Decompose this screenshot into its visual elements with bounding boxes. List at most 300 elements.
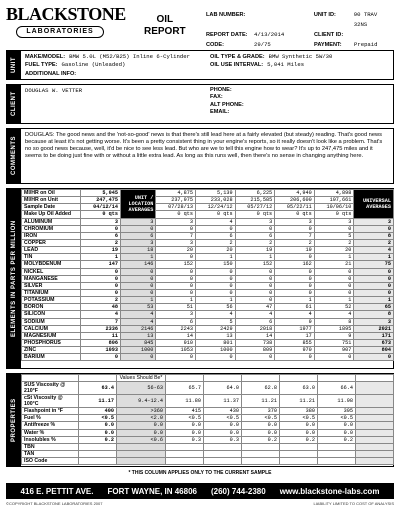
- element-history-value: 20: [196, 247, 236, 254]
- element-current-value: 0: [81, 282, 121, 289]
- property-history-value: 430: [204, 408, 242, 415]
- element-current-value: 48: [81, 304, 121, 311]
- element-history-value: 751: [314, 339, 354, 346]
- property-history-value: <0.5: [280, 415, 318, 422]
- element-name: BORON: [22, 304, 81, 311]
- element-unit-average: 1: [120, 297, 155, 304]
- header-history-value: 4,875: [156, 190, 196, 197]
- element-name: MAGNESIUM: [22, 332, 81, 339]
- element-history-value: 2429: [196, 325, 236, 332]
- element-row: [22, 289, 394, 296]
- element-history-value: 52: [314, 304, 354, 311]
- element-history-value: 0: [156, 268, 196, 275]
- element-history-value: 0: [235, 289, 275, 296]
- property-history-value: [242, 458, 280, 465]
- property-universal-blank: [356, 415, 394, 422]
- element-history-value: 0: [275, 282, 315, 289]
- property-history-value: [318, 443, 356, 450]
- element-history-value: 1: [196, 254, 236, 261]
- element-history-value: 3: [156, 218, 196, 225]
- element-history-value: 0: [235, 282, 275, 289]
- element-history-value: 0: [235, 225, 275, 232]
- element-name: CALCIUM: [22, 325, 81, 332]
- header-history-value: 237,975: [156, 197, 196, 204]
- client-id-label: CLIENT ID:: [314, 32, 344, 38]
- element-unit-average: 0: [120, 225, 155, 232]
- element-history-value: 0: [196, 282, 236, 289]
- property-current-value: [79, 450, 117, 457]
- logo-brand: BLACKSTONE: [6, 4, 126, 24]
- header-history-value: 0 qts: [196, 211, 236, 218]
- element-history-value: 0: [196, 275, 236, 282]
- element-name: MOLYBDENUM: [22, 261, 81, 268]
- element-history-value: 4: [275, 311, 315, 318]
- element-history-value: 1000: [196, 347, 236, 354]
- element-current-value: 2: [81, 297, 121, 304]
- fuel-type-label: FUEL TYPE:: [25, 62, 58, 69]
- property-current-value: [79, 458, 117, 465]
- element-row: [22, 297, 394, 304]
- header-history-value: 6,225: [235, 190, 275, 197]
- element-history-value: 0: [275, 354, 315, 361]
- property-history-value: [204, 443, 242, 450]
- property-row: [22, 458, 394, 465]
- property-universal-blank: [356, 422, 394, 429]
- property-row: [22, 443, 394, 450]
- property-should-be: <0.6: [117, 436, 166, 443]
- element-history-value: 6: [196, 232, 236, 239]
- element-current-value: 2336: [81, 325, 121, 332]
- element-history-value: 0: [196, 225, 236, 232]
- element-universal-average: 0: [354, 268, 394, 275]
- property-name: Water %: [22, 429, 79, 436]
- element-universal-average: 65: [354, 304, 394, 311]
- unit-side-label: UNIT: [7, 51, 21, 79]
- element-row: [22, 304, 394, 311]
- element-unit-average: 146: [120, 261, 155, 268]
- property-universal-blank: [356, 408, 394, 415]
- element-history-value: 3: [275, 218, 315, 225]
- element-history-value: 1: [196, 297, 236, 304]
- element-history-value: 1: [275, 297, 315, 304]
- element-history-value: 2: [275, 239, 315, 246]
- property-row: [22, 382, 394, 395]
- oil-interval-value: 5,041 Miles: [267, 61, 305, 69]
- element-history-value: 0: [275, 254, 315, 261]
- element-history-value: 1: [235, 254, 275, 261]
- elements-header-row: [22, 190, 394, 197]
- properties-blank-cell: [242, 375, 280, 382]
- property-history-value: [242, 450, 280, 457]
- element-history-value: 855: [275, 339, 315, 346]
- element-history-value: 970: [275, 347, 315, 354]
- property-universal-blank: [356, 436, 394, 443]
- element-history-value: 51: [156, 304, 196, 311]
- element-row: [22, 318, 394, 325]
- element-history-value: 17: [275, 332, 315, 339]
- element-unit-average: 2146: [120, 325, 155, 332]
- element-row: [22, 218, 394, 225]
- element-history-value: 0: [314, 268, 354, 275]
- header-row-label: MI/HR on Oil: [22, 190, 81, 197]
- element-history-value: 3: [314, 218, 354, 225]
- element-history-value: 0: [156, 354, 196, 361]
- client-name: DOUGLAS W. VETTER: [25, 87, 83, 94]
- property-current-value: 400: [79, 408, 117, 415]
- make-model-label: MAKE/MODEL:: [25, 54, 66, 60]
- property-should-be: [117, 443, 166, 450]
- element-name: ALUMINUM: [22, 218, 81, 225]
- property-history-value: 0.2: [242, 436, 280, 443]
- element-current-value: 19: [81, 247, 121, 254]
- properties-table: [21, 374, 394, 465]
- property-history-value: [318, 450, 356, 457]
- property-history-value: [166, 458, 204, 465]
- properties-blank-cell: [166, 375, 204, 382]
- report-meta: [206, 10, 394, 50]
- values-should-be-header: Values Should Be*: [117, 375, 166, 382]
- element-universal-average: 75: [354, 261, 394, 268]
- element-current-value: 1093: [81, 347, 121, 354]
- element-row: [22, 268, 394, 275]
- comments-side-label: COMMENTS: [7, 129, 21, 183]
- property-history-value: 11.80: [166, 395, 204, 408]
- elements-header-row: [22, 197, 394, 204]
- alt-phone-label: ALT PHONE:: [210, 101, 244, 108]
- unit-id-label: UNIT ID:: [313, 12, 336, 18]
- element-name: POTASSIUM: [22, 297, 81, 304]
- element-current-value: 806: [81, 339, 121, 346]
- element-universal-average: 1: [354, 254, 394, 261]
- logo-subtitle: LABORATORIES: [16, 26, 104, 38]
- report-title-line2: REPORT: [144, 26, 186, 37]
- element-row: [22, 354, 394, 361]
- property-should-be: 0.0: [117, 422, 166, 429]
- element-universal-average: 171: [354, 332, 394, 339]
- email-label: EMAIL:: [210, 109, 230, 116]
- property-history-value: 0.0: [242, 429, 280, 436]
- property-history-value: 395: [318, 408, 356, 415]
- header-history-value: 0 qts: [235, 211, 275, 218]
- element-name: ZINC: [22, 347, 81, 354]
- element-unit-average: 0: [120, 282, 155, 289]
- element-history-value: 0: [314, 225, 354, 232]
- property-name: Antifreeze %: [22, 422, 79, 429]
- oil-type-value: BMW Synthetic 5W/30: [268, 53, 333, 60]
- element-history-value: 152: [156, 261, 196, 268]
- property-universal-blank: [356, 395, 394, 408]
- property-history-value: 62.8: [242, 382, 280, 395]
- element-current-value: 147: [81, 261, 121, 268]
- element-current-value: 0: [81, 354, 121, 361]
- element-history-value: 0: [156, 282, 196, 289]
- element-unit-average: 845: [120, 339, 155, 346]
- element-universal-average: 2: [354, 239, 394, 246]
- element-unit-average: 3: [120, 218, 155, 225]
- header-history-value: 206,600: [275, 197, 315, 204]
- element-name: NICKEL: [22, 268, 81, 275]
- element-history-value: 2: [235, 239, 275, 246]
- header-history-value: 4,940: [275, 190, 315, 197]
- comments-section: [6, 128, 394, 184]
- element-unit-average: 0: [120, 354, 155, 361]
- element-history-value: 0: [314, 275, 354, 282]
- element-universal-average: 3: [354, 318, 394, 325]
- element-universal-average: 0: [354, 289, 394, 296]
- element-universal-average: 4: [354, 247, 394, 254]
- property-history-value: 64.0: [204, 382, 242, 395]
- element-history-value: 14: [235, 332, 275, 339]
- property-universal-blank: [356, 429, 394, 436]
- element-name: SODIUM: [22, 318, 81, 325]
- element-history-value: 0: [314, 289, 354, 296]
- header-current-value: 04/12/14: [81, 204, 121, 211]
- property-row: [22, 395, 394, 408]
- element-universal-average: 0: [354, 225, 394, 232]
- element-current-value: 2: [81, 239, 121, 246]
- property-history-value: [280, 458, 318, 465]
- property-name: TBN: [22, 443, 79, 450]
- header-history-value: 05/27/12: [235, 204, 275, 211]
- element-history-value: 150: [196, 261, 236, 268]
- element-history-value: 6: [235, 318, 275, 325]
- element-history-value: 907: [314, 347, 354, 354]
- phone-label: PHONE:: [210, 87, 232, 93]
- element-history-value: 0: [314, 354, 354, 361]
- element-history-value: 0: [196, 289, 236, 296]
- report-header: [6, 4, 394, 48]
- element-universal-average: 673: [354, 339, 394, 346]
- property-universal-blank: [356, 458, 394, 465]
- property-history-value: [318, 458, 356, 465]
- fuel-type-value: Gasoline (Unleaded): [61, 61, 126, 69]
- element-unit-average: 6: [120, 232, 155, 239]
- element-history-value: 1: [314, 297, 354, 304]
- property-universal-blank: [356, 450, 394, 457]
- element-current-value: 0: [81, 289, 121, 296]
- element-history-value: 1: [156, 297, 196, 304]
- element-universal-average: 804: [354, 347, 394, 354]
- property-universal-blank: [356, 382, 394, 395]
- property-history-value: <0.5: [204, 415, 242, 422]
- element-unit-average: 0: [120, 275, 155, 282]
- element-history-value: 20: [314, 247, 354, 254]
- property-history-value: 65.7: [166, 382, 204, 395]
- element-universal-average: 3: [354, 218, 394, 225]
- property-current-value: 0.0: [79, 429, 117, 436]
- element-current-value: 0: [81, 268, 121, 275]
- element-row: [22, 232, 394, 239]
- properties-blank-cell: [280, 375, 318, 382]
- header-row-label: Make Up Oil Added: [22, 211, 81, 218]
- element-unit-average: 18: [120, 247, 155, 254]
- element-history-value: 2: [196, 239, 236, 246]
- property-universal-blank: [356, 443, 394, 450]
- element-history-value: 1053: [156, 347, 196, 354]
- additional-info-label: ADDITIONAL INFO:: [25, 70, 77, 77]
- element-history-value: 0: [235, 297, 275, 304]
- element-universal-average: 0: [354, 282, 394, 289]
- element-unit-average: 1000: [120, 347, 155, 354]
- property-name: SUS Viscosity @ 210°F: [22, 382, 79, 395]
- unit-location-averages-header: UNIT / LOCATION AVERAGES: [120, 190, 155, 219]
- element-history-value: 6: [235, 232, 275, 239]
- property-history-value: [204, 458, 242, 465]
- element-history-value: 0: [275, 225, 315, 232]
- element-row: [22, 332, 394, 339]
- property-history-value: 415: [166, 408, 204, 415]
- property-name: TAN: [22, 450, 79, 457]
- properties-blank-cell: [79, 375, 117, 382]
- element-current-value: 4: [81, 311, 121, 318]
- property-should-be: 0.0: [117, 429, 166, 436]
- element-current-value: 6: [81, 232, 121, 239]
- property-history-value: 0.3: [204, 436, 242, 443]
- property-should-be: >360: [117, 408, 166, 415]
- element-history-value: 9: [314, 332, 354, 339]
- element-name: BARIUM: [22, 354, 81, 361]
- header-current-value: 5,045: [81, 190, 121, 197]
- header-history-value: 5,139: [196, 190, 236, 197]
- element-history-value: 0: [196, 354, 236, 361]
- property-history-value: 0.0: [280, 429, 318, 436]
- property-history-value: 11.21: [280, 395, 318, 408]
- property-row: [22, 450, 394, 457]
- property-should-be: 56-63: [117, 382, 166, 395]
- element-name: LEAD: [22, 247, 81, 254]
- header-row-label: Sample Date: [22, 204, 81, 211]
- elements-side-label: ELEMENTS IN PARTS PER MILLION: [7, 189, 21, 368]
- element-history-value: 0: [275, 268, 315, 275]
- element-name: MANGANESE: [22, 275, 81, 282]
- element-unit-average: 4: [120, 311, 155, 318]
- element-current-value: 11: [81, 332, 121, 339]
- element-unit-average: 4: [120, 318, 155, 325]
- property-history-value: 0.0: [318, 422, 356, 429]
- header-history-value: 10/06/10: [314, 204, 354, 211]
- payment-label: PAYMENT:: [314, 42, 342, 48]
- element-history-value: 7: [156, 232, 196, 239]
- property-current-value: 0.0: [79, 422, 117, 429]
- property-row: [22, 436, 394, 443]
- property-history-value: 66.4: [318, 382, 356, 395]
- header-history-value: 07/28/13: [156, 204, 196, 211]
- code-label: CODE:: [206, 42, 225, 48]
- property-history-value: [242, 443, 280, 450]
- element-name: TITANIUM: [22, 289, 81, 296]
- property-should-be: [117, 450, 166, 457]
- element-history-value: 61: [275, 304, 315, 311]
- elements-header-row: [22, 211, 394, 218]
- property-history-value: [280, 450, 318, 457]
- code-value: 29/75: [254, 41, 271, 48]
- address-phone: (260) 744-2380: [210, 486, 266, 496]
- property-history-value: 0.3: [166, 436, 204, 443]
- properties-blank-cell: [318, 375, 356, 382]
- element-current-value: 0: [81, 275, 121, 282]
- property-history-value: 0.0: [204, 422, 242, 429]
- header-history-value: 215,585: [235, 197, 275, 204]
- element-row: [22, 261, 394, 268]
- element-universal-average: 8: [354, 311, 394, 318]
- element-history-value: 5: [196, 318, 236, 325]
- element-history-value: 0: [196, 268, 236, 275]
- header-history-value: 233,028: [196, 197, 236, 204]
- element-history-value: 2243: [156, 325, 196, 332]
- elements-header-row: [22, 204, 394, 211]
- properties-blank-cell: [204, 375, 242, 382]
- element-universal-average: 0: [354, 354, 394, 361]
- element-history-value: 3: [156, 239, 196, 246]
- element-history-value: 13: [196, 332, 236, 339]
- element-history-value: 8: [314, 318, 354, 325]
- element-row: [22, 311, 394, 318]
- element-history-value: 738: [235, 339, 275, 346]
- header-current-value: 0 qts: [81, 211, 121, 218]
- unit-section: [6, 50, 394, 80]
- element-row: [22, 282, 394, 289]
- footer-note: * THIS COLUMN APPLIES ONLY TO THE CURRENT SAMPLE: [128, 470, 272, 476]
- element-history-value: 0: [235, 275, 275, 282]
- header-row-label: MI/HR on Unit: [22, 197, 81, 204]
- element-history-value: 4: [196, 218, 236, 225]
- element-name: PHOSPHORUS: [22, 339, 81, 346]
- properties-section: [6, 373, 394, 467]
- element-row: [22, 325, 394, 332]
- blackstone-logo: [6, 4, 126, 44]
- element-history-value: 2: [314, 239, 354, 246]
- element-history-value: 910: [156, 339, 196, 346]
- website-link[interactable]: www.blackstone-labs.com: [279, 486, 380, 496]
- element-history-value: 19: [235, 247, 275, 254]
- property-history-value: 11.98: [318, 395, 356, 408]
- header-history-value: 05/22/11: [275, 204, 315, 211]
- property-history-value: 0.2: [280, 436, 318, 443]
- report-title: [144, 14, 186, 38]
- header-history-value: 197,661: [314, 197, 354, 204]
- property-current-value: 63.4: [79, 382, 117, 395]
- element-row: [22, 247, 394, 254]
- property-history-value: 0.0: [318, 429, 356, 436]
- element-current-value: 3: [81, 218, 121, 225]
- property-history-value: 380: [280, 408, 318, 415]
- property-history-value: <0.5: [318, 415, 356, 422]
- element-unit-average: 0: [120, 289, 155, 296]
- element-history-value: 47: [235, 304, 275, 311]
- element-history-value: 2018: [235, 325, 275, 332]
- fax-label: FAX:: [210, 94, 223, 101]
- property-history-value: <0.5: [242, 415, 280, 422]
- property-history-value: [166, 443, 204, 450]
- element-history-value: 1: [314, 254, 354, 261]
- property-name: ISO Code: [22, 458, 79, 465]
- property-name: Insolubles %: [22, 436, 79, 443]
- element-history-value: 0: [275, 275, 315, 282]
- element-history-value: 0: [314, 282, 354, 289]
- element-unit-average: 0: [120, 268, 155, 275]
- address-street: 416 E. PETTIT AVE.: [20, 486, 94, 496]
- element-history-value: 4: [196, 311, 236, 318]
- element-row: [22, 239, 394, 246]
- property-row: [22, 422, 394, 429]
- element-history-value: 152: [235, 261, 275, 268]
- unit-id-value: 90 TRAV 32NS: [353, 11, 378, 28]
- property-history-value: 0.2: [318, 436, 356, 443]
- properties-header-row: [22, 375, 394, 382]
- element-row: [22, 339, 394, 346]
- element-history-value: 1977: [275, 325, 315, 332]
- comments-text: DOUGLAS: The good news and the 'not-so-good' news is that there's still lead here at a fairly elevated (but steady) reading. That's good news because at least it's not getting worse. It's been a pretty consistent thing in your engine's reports, so it really doesn't look like a problem. That's no so good news because, well, it'd be nice to see less lead. But who are we to tell this engine how to wear? It's up to 247,475 miles and it seems to be doing just fine with or without a little extra lead. As long as this runs well, then there's no sense in changing anything here.: [25, 132, 383, 160]
